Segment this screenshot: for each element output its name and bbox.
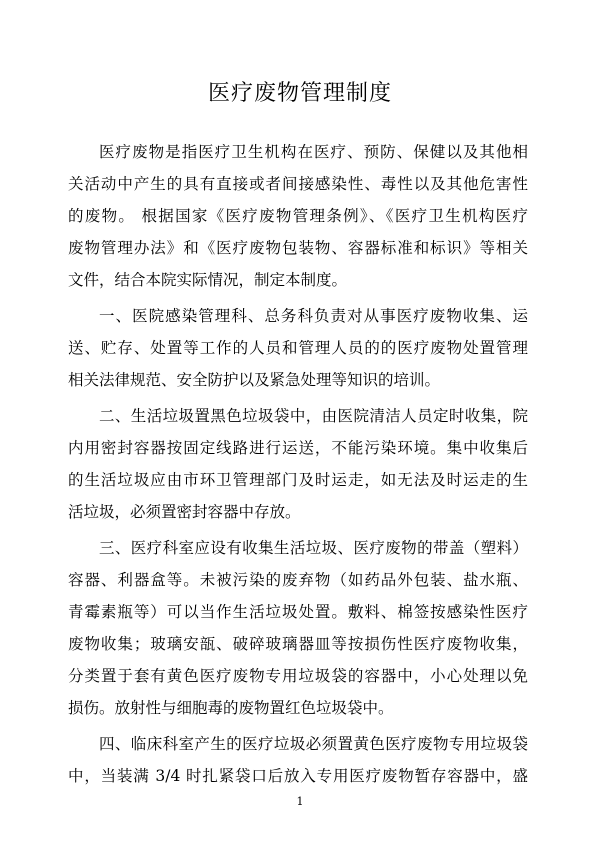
paragraph-line: 的生活垃圾应由市环卫管理部门及时运走，如无法及时运走的生 (68, 471, 528, 489)
paragraph-line: 一、医院感染管理科、总务科负责对从事医疗废物收集、运 (99, 307, 528, 325)
paragraph-line: 相关法律规范、安全防护以及紧急处理等知识的培训。 (68, 371, 441, 389)
paragraph-line: 三、医疗科室应设有收集生活垃圾、医疗废物的带盖（塑料） (99, 539, 528, 557)
paragraph-section-1 (68, 300, 528, 396)
paragraph-line: 的废物。 根据国家《医疗废物管理条例》、《医疗卫生机构医疗 (68, 207, 528, 225)
paragraph-line: 医疗废物是指医疗卫生机构在医疗、预防、保健以及其他相 (99, 143, 528, 161)
paragraph-line: 关活动中产生的具有直接或者间接感染性、毒性以及其他危害性 (68, 175, 528, 193)
page-number: 1 (296, 795, 304, 808)
paragraph-line: 废物管理办法》和《医疗废物包装物、容器标准和标识》等相关 (68, 239, 528, 257)
paragraph-line: 文件，结合本院实际情况，制定本制度。 (68, 271, 348, 289)
paragraph-line: 青霉素瓶等）可以当作生活垃圾处置。敷料、棉签按感染性医疗 (68, 603, 528, 621)
paragraph-line: 四、临床科室产生的医疗垃圾必须置黄色医疗废物专用垃圾袋 (99, 735, 528, 753)
paragraph-section-4 (68, 728, 528, 792)
paragraph-intro (68, 136, 528, 296)
paragraph-line: 中，当装满 3/4 时扎紧袋口后放入专用医疗废物暂存容器中，盛 (68, 767, 528, 785)
paragraph-line: 分类置于套有黄色医疗废物专用垃圾袋的容器中，小心处理以免 (68, 667, 528, 685)
paragraph-line: 内用密封容器按固定线路进行运送，不能污染环境。集中收集后 (68, 439, 528, 457)
paragraph-section-2 (68, 400, 528, 528)
document-title: 医疗废物管理制度 (207, 81, 392, 106)
paragraph-section-3 (68, 532, 528, 724)
paragraph-line: 活垃圾，必须置密封容器中存放。 (68, 503, 301, 521)
paragraph-line: 损伤。放射性与细胞毒的废物置红色垃圾袋中。 (68, 699, 394, 717)
paragraph-line: 送、贮存、处置等工作的人员和管理人员的的医疗废物处置管理 (68, 339, 528, 357)
paragraph-line: 容器、利器盒等。未被污染的废弃物（如药品外包装、盐水瓶、 (68, 571, 528, 589)
paragraph-line: 废物收集；玻璃安瓿、破碎玻璃器皿等按损伤性医疗废物收集， (68, 635, 528, 653)
document-body (68, 136, 528, 796)
paragraph-line: 二、生活垃圾置黑色垃圾袋中，由医院清洁人员定时收集，院 (99, 407, 528, 425)
